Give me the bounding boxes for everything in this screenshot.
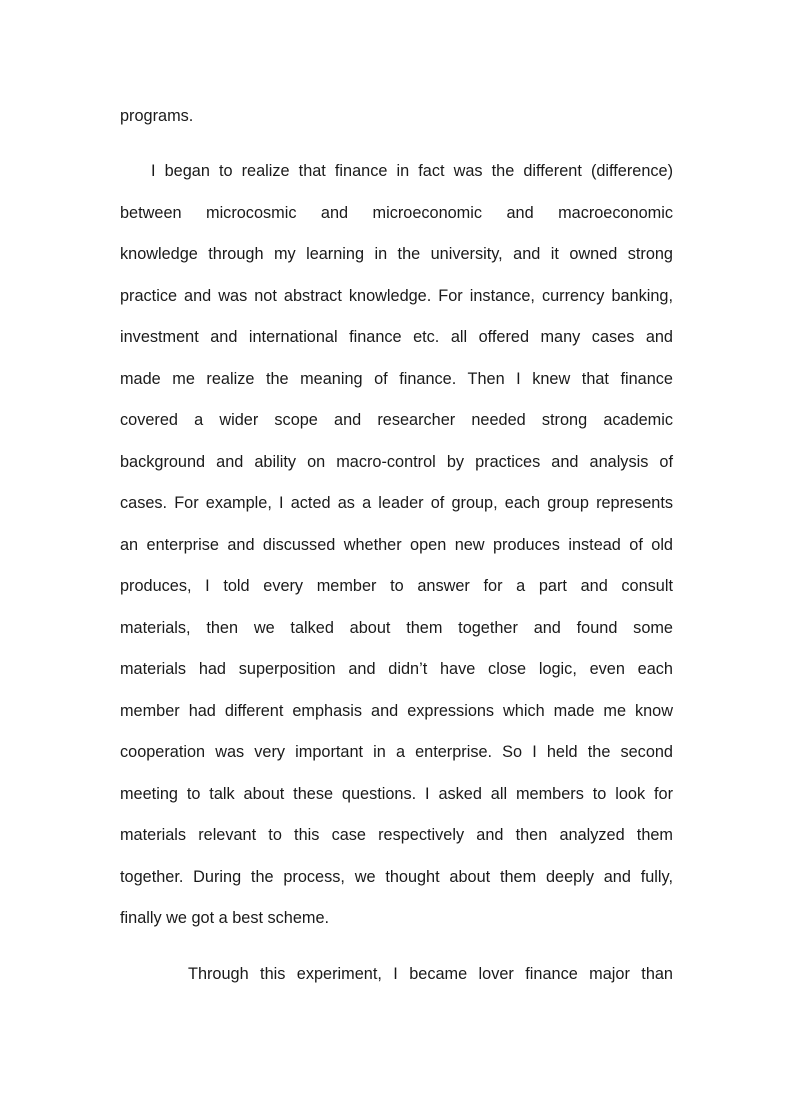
text-line: produces, I told every member to answer for a part and consult bbox=[120, 577, 673, 595]
text-line: cooperation was very important in a enterprise. So I held the second bbox=[120, 743, 673, 761]
continuation-text bbox=[120, 96, 673, 138]
text-line: meeting to talk about these questions. I asked all members to look for bbox=[120, 784, 673, 803]
text-line: between microcosmic and microeconomic and macroeconomic bbox=[120, 203, 673, 222]
text-line: materials, then we talked about them together and found some bbox=[120, 618, 673, 637]
paragraph-2 bbox=[120, 954, 673, 996]
text-line: member had different emphasis and expressions which made me know bbox=[120, 701, 673, 720]
text-line: an enterprise and discussed whether open new produces instead of old bbox=[120, 535, 673, 554]
text-line: finally we got a best scheme. bbox=[120, 909, 330, 927]
text-line: background and ability on macro-control by practices and analysis of bbox=[120, 452, 673, 471]
paragraph-1 bbox=[120, 151, 673, 940]
text-line: knowledge through my learning in the university, and it owned strong bbox=[120, 245, 673, 263]
text-line: together. During the process, we thought about them deeply and fully, bbox=[120, 867, 673, 886]
text-line: Through this experiment, I became lover finance major than bbox=[188, 965, 673, 983]
text-line: materials had superposition and didn’t have close logic, even each bbox=[120, 660, 673, 678]
text-line: cases. For example, I acted as a leader of group, each group represents bbox=[120, 494, 673, 512]
text-line: I began to realize that finance in fact was the different (difference) bbox=[151, 162, 673, 180]
text-line: covered a wider scope and researcher needed strong academic bbox=[120, 411, 673, 429]
text-line: made me realize the meaning of finance. Then I knew that finance bbox=[120, 369, 673, 388]
text-line: investment and international finance etc. all offered many cases and bbox=[120, 328, 673, 346]
text-line: programs. bbox=[120, 107, 194, 125]
text-line: materials relevant to this case respectively and then analyzed them bbox=[120, 826, 673, 844]
text-line: practice and was not abstract knowledge. For instance, currency banking, bbox=[120, 286, 673, 305]
